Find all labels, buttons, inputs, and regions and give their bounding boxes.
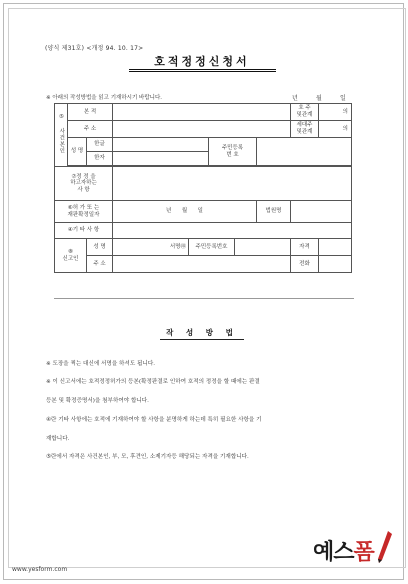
court-name-field[interactable] — [291, 201, 352, 223]
permission-date-label: ⑥허 가 또 는 재판확정일자 — [55, 201, 113, 223]
section-divider — [54, 298, 354, 299]
logo-text: 예스폼 — [313, 540, 374, 565]
guide-item-3-cont: 재합니다. — [46, 436, 70, 442]
pen-icon — [377, 530, 393, 566]
address-field[interactable] — [113, 121, 291, 138]
domicile-field[interactable] — [113, 104, 291, 121]
household-head-rel[interactable]: 의 — [319, 104, 352, 121]
applicant-address-label: 주 소 — [87, 256, 113, 273]
site-url[interactable]: www.yesform.com — [12, 566, 68, 573]
qualification-field[interactable] — [319, 239, 352, 256]
household-head-label: 호 주 및관계 — [291, 104, 319, 121]
phone-field[interactable] — [319, 256, 352, 273]
date-month-label: 월 — [316, 95, 322, 102]
page-frame — [3, 3, 404, 580]
guide-item-2-cont: 등본 및 확정증명서)을 첨부하여야 합니다. — [46, 398, 149, 404]
hangul-label: 한글 — [87, 138, 113, 152]
resident-number-field[interactable] — [257, 138, 352, 166]
resident-number-label: 주민등록 번 호 — [209, 138, 257, 166]
inner-frame — [8, 8, 406, 568]
correction-reason-label: ⑦정 정 을 하고자하는 사 항 — [55, 167, 113, 201]
guide-item-3: ④란 기타 사항에는 호적에 기재하여야 할 사항을 분명하게 하는데 특히 필요한 사항을 기 — [46, 417, 262, 423]
guide-item-4: ⑤란에서 자격은 사건본인, 부, 모, 후견인, 소제기자등 해당되는 자격을 기재합니다. — [46, 454, 249, 460]
application-table — [54, 103, 352, 273]
form-title: 호적정정신청서 — [154, 55, 250, 68]
applicant-resident-field[interactable] — [235, 239, 291, 256]
title-underline — [129, 69, 276, 72]
court-name-label: 법원명 — [257, 201, 291, 223]
form-number: (양식 제31호) <개정 94. 10. 17> — [45, 45, 144, 52]
phone-label: 전화 — [291, 256, 319, 273]
house-head-label: 세대주 및관계 — [291, 121, 319, 138]
domicile-label: 본 적 — [68, 104, 113, 121]
permission-date-field[interactable]: 년 월 일 — [113, 201, 257, 223]
name-label: 성 명 — [68, 138, 87, 166]
yesform-logo — [307, 528, 399, 572]
hanja-field[interactable] — [113, 152, 209, 166]
hangul-field[interactable] — [113, 138, 209, 152]
date-day-label: 일 — [340, 95, 346, 102]
qualification-label: 자격 — [291, 239, 319, 256]
notice-text: ※ 아래의 작성방법을 읽고 기재하시기 바랍니다. — [46, 95, 163, 101]
hanja-label: 한자 — [87, 152, 113, 166]
person-group-label: ⑤ 사건본인 — [55, 104, 68, 167]
date-year-label: 년 — [292, 95, 298, 102]
other-field[interactable] — [113, 223, 352, 239]
correction-reason-field[interactable] — [113, 167, 352, 201]
applicant-group-label: ⑧ 신고인 — [55, 239, 87, 273]
guide-title-underline — [160, 339, 244, 340]
guide-title: 작 성 방 법 — [166, 328, 238, 337]
applicant-address-field[interactable] — [113, 256, 291, 273]
address-label: 주 소 — [68, 121, 113, 138]
guide-item-1: ※ 도장을 찍는 대신에 서명을 하셔도 됩니다. — [46, 361, 155, 367]
house-head-rel[interactable]: 의 — [319, 121, 352, 138]
applicant-name-label: 성 명 — [87, 239, 113, 256]
applicant-resident-label: 주민등록번호 — [189, 239, 235, 256]
other-label: ④기 타 사 항 — [55, 223, 113, 239]
guide-item-2: ※ 이 신고서에는 호적정정허가의 등본(확정판결로 인하여 호적의 정정을 할 때에는 판결 — [46, 379, 260, 385]
applicant-signature[interactable]: 서명㊞ — [113, 239, 189, 256]
